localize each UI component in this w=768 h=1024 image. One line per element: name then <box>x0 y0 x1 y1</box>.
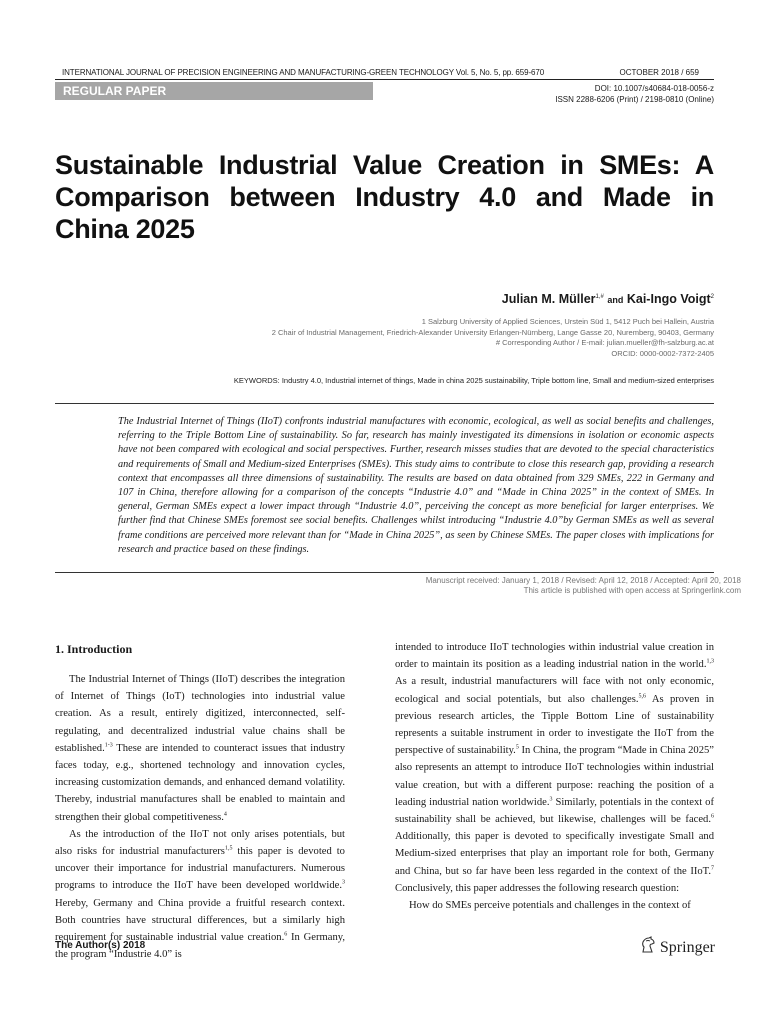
keywords: KEYWORDS: Industry 4.0, Industrial internet of things, Made in china 2025 sustainability, Triple bottom line, Small and medium-sized enterprises <box>233 376 714 385</box>
doi-block <box>555 83 714 105</box>
received-dates: Manuscript received: January 1, 2018 / Revised: April 12, 2018 / Accepted: April 20, 2018 <box>425 576 741 585</box>
affiliations <box>272 317 714 359</box>
author-conjunction: and <box>607 295 624 305</box>
paper-type-banner: REGULAR PAPER <box>55 82 373 100</box>
manuscript-dates <box>426 576 741 596</box>
corresponding-author[interactable]: # Corresponding Author / E-mail: julian.mueller@fh-salzburg.ac.at <box>495 338 714 347</box>
citation[interactable]: 3 <box>549 796 553 803</box>
citation[interactable]: 5 <box>515 744 519 751</box>
citation[interactable]: 1-3 <box>104 742 113 749</box>
paragraph: The Industrial Internet of Things (IIoT) describes the integration of Internet of Things (IoT) technologies into industrial value creation. As a result, entirely digitized, interconnected, self-regulating, and decentralized industrial value chains shall be established.$^{1-3}$ These are intended to counteract issues that industry faces today, e.g., shortened technology and innovation cycles, increasing customization demands, and enhanced demand volatility. Thereby, industrial manufactures shall be enabled to maintain and strengthen their global competitiveness.$^4$ <box>55 674 345 823</box>
publisher-name: Springer <box>659 938 715 956</box>
body-column-left <box>55 671 345 963</box>
doi[interactable]: DOI: 10.1007/s40684-018-0056-z <box>594 84 714 93</box>
author-affiliation-mark: 1,# <box>595 293 604 300</box>
author-affiliation-mark: 2 <box>710 293 714 300</box>
citation[interactable]: 3 <box>342 879 345 886</box>
issue-date: OCTOBER 2018 / 659 <box>619 68 699 77</box>
issn: ISSN 2288-6206 (Print) / 2198-0810 (Online) <box>555 95 714 104</box>
author-name: Kai-Ingo Voigt <box>626 292 711 306</box>
section-heading: 1. Introduction <box>55 642 133 656</box>
publisher-logo[interactable] <box>639 936 715 959</box>
open-access-note: This article is published with open access at Springerlink.com <box>523 586 741 595</box>
body-column-right <box>395 639 714 914</box>
affiliation-line: 1 Salzburg University of Applied Sciences, Urstein Süd 1, 5412 Puch bei Hallein, Austria <box>421 317 714 326</box>
affiliation-line: 2 Chair of Industrial Management, Friedrich-Alexander University Erlangen-Nürnberg, Lange Gasse 20, Nuremberg, 90403, Germany <box>271 327 714 337</box>
citation[interactable]: 4 <box>223 811 227 818</box>
citation[interactable]: 6 <box>711 813 714 820</box>
citation[interactable]: 1,5 <box>224 845 233 852</box>
citation[interactable]: 1,3 <box>706 658 714 665</box>
author-name: Julian M. Müller <box>501 292 596 306</box>
copyright-line: The Author(s) 2018 <box>55 940 146 951</box>
abstract-rule-top <box>55 403 714 404</box>
citation[interactable]: 5,6 <box>638 693 647 700</box>
journal-citation: INTERNATIONAL JOURNAL OF PRECISION ENGINEERING AND MANUFACTURING-GREEN TECHNOLOGY Vol. 5, No. 5, pp. 659-670 <box>62 68 545 77</box>
paragraph: As the introduction of the IIoT not only arises potentials, but also risks for industrial manufacturers$^{1,5}$ this paper is devoted to uncover their importance for industrial manufacturers. Numerous programs to introduce the IIoT have been developed worldwide.$^3$ Hereby, Germany and China provide a fruitful research context. Both countries have structural differences, but a similarly high requirement for sustainable industrial value creation.$^6$ In Germany, the program “Industrie 4.0” is <box>55 828 345 961</box>
paragraph: intended to introduce IIoT technologies within industrial value creation in order to maintain its position as a leading industrial nation in the world.$^{1,3}$ As a result, industrial manufacturers will face with not only economic, ecological and social potentials, but also challenges.$^{5,6}$ As proven in previous research articles, the Tipple Bottom Line of sustainability represents a suitable instrument in order to investigate the IIoT from the perspective of sustainability.$^5$ In China, the program “Made in China 2025” also represents an attempt to introduce IIoT technologies within industrial value creation, but with a different purpose: reaching the position of a leading industrial nation worldwide.$^3$ Similarly, potentials in the context of sustainability shall be achieved, but likewise, challenges will be faced.$^6$ Additionally, this paper is devoted to specifically investigate Small and Medium-sized enterprises that play an important role for both, Germany and China, but so far have been less regarded in the context of the IIoT.$^7$ Conclusively, this paper addresses the following research question: <box>395 642 714 894</box>
paper-title: Sustainable Industrial Value Creation in SMEs: A Comparison between Industry 4.0 and Made in China 2025 <box>55 150 714 244</box>
abstract: The Industrial Internet of Things (IIoT) confronts industrial manufactures with economic, ecological, as well as social benefits and challenges, referring to the Triple Bottom Line of sustainability. So far, research has mainly investigated its dimensions in isolation or economic aspects have not been compared with ecological and social perspectives. Further, research misses studies that are devoted to the special characteristics and requirements of Small and Medium-sized Enterprises (SMEs). This study aims to contribute to close this research gap, providing a research context that encompasses all three dimensions of sustainability. The results are based on data obtained from 329 SMEs, 222 in Germany and 107 in China, therefore allowing for a comparison of the concepts “Industrie 4.0” and “Made in China 2025” in the context of SMEs. In general, German SMEs expect a lower impact through “Industrie 4.0”, perceiving the concept as more beneficial for larger enterprises. We further find that Chinese SMEs foremost see social benefits. Challenges whilst introducing “Industrie 4.0”by German SMEs as well as several frame conditions are perceived more relevant than for “Made in China 2025”, as seen by Chinese SMEs. The paper closes with implications for research and practice based on these findings. <box>118 416 714 555</box>
citation[interactable]: 6 <box>284 931 288 938</box>
orcid[interactable]: ORCID: 0000-0002-7372-2405 <box>611 348 714 358</box>
paragraph: How do SMEs perceive potentials and challenges in the context of <box>409 900 691 912</box>
citation[interactable]: 7 <box>711 865 714 872</box>
header-rule <box>55 79 714 80</box>
springer-horse-icon <box>639 936 657 959</box>
abstract-rule-bottom <box>55 572 714 573</box>
author-line <box>502 292 714 306</box>
